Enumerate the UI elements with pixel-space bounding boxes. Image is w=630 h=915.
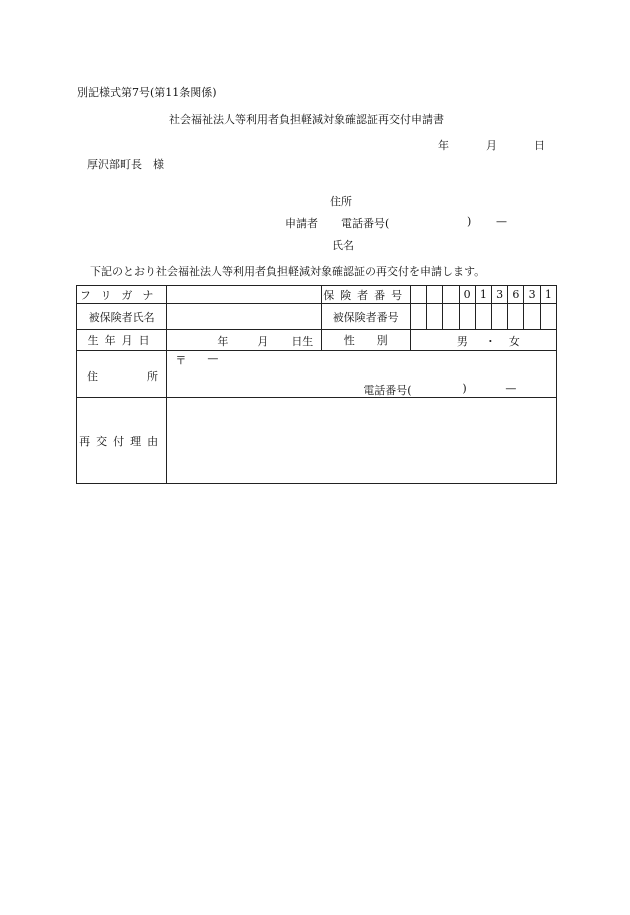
insurer-number-blank-cell	[427, 286, 443, 304]
insured-number-digit-field[interactable]	[459, 304, 475, 330]
insured-number-digit-field[interactable]	[475, 304, 491, 330]
insurer-number-blank-cell	[443, 286, 459, 304]
sex-female-option[interactable]: 女	[508, 335, 520, 348]
insured-number-label: 被保険者番号	[321, 304, 410, 330]
sex-separator: ・	[484, 335, 496, 348]
insurer-digit: 0	[459, 286, 475, 304]
sex-male-option[interactable]: 男	[456, 335, 468, 348]
address-phone-dash: —	[505, 382, 517, 395]
date-year-label: 年	[438, 139, 449, 152]
insured-name-label: 被保険者氏名	[77, 304, 167, 330]
date-day-label: 日	[534, 139, 545, 152]
form-number: 別記様式第7号(第11条関係)	[77, 86, 217, 99]
address-label-part: 所	[147, 370, 158, 383]
sex-label: 性 別	[321, 330, 410, 351]
address-label-part: 住	[87, 370, 98, 383]
document-title: 社会福祉法人等利用者負担軽減対象確認証再交付申請書	[169, 113, 444, 126]
insured-number-digit-field[interactable]	[508, 304, 524, 330]
date-month-label: 月	[486, 139, 497, 152]
application-form-table	[76, 285, 557, 484]
insured-number-digit-field[interactable]	[410, 304, 426, 330]
dob-year-label: 年	[217, 335, 229, 348]
insured-number-digit-field[interactable]	[427, 304, 443, 330]
insured-number-digit-field[interactable]	[540, 304, 556, 330]
postal-dash: —	[207, 352, 219, 365]
address-field[interactable]	[167, 351, 557, 398]
reissue-reason-label: 再交付理由	[77, 398, 167, 484]
applicant-address-label: 住所	[330, 195, 352, 208]
furigana-label: フリガナ	[77, 286, 167, 304]
applicant-phone-close: )	[467, 215, 472, 228]
insured-number-digit-field[interactable]	[443, 304, 459, 330]
dob-label: 生年月日	[77, 330, 167, 351]
applicant-phone-dash: —	[496, 215, 507, 228]
furigana-field[interactable]	[167, 286, 321, 304]
insurer-number-blank-cell	[410, 286, 426, 304]
insured-name-field[interactable]	[167, 304, 321, 330]
insurer-number-label: 保険者番号	[321, 286, 410, 304]
address-phone-close: )	[462, 382, 467, 395]
applicant-name-label: 氏名	[332, 239, 354, 252]
addressee: 厚沢部町長 様	[87, 158, 164, 171]
insured-number-digit-field[interactable]	[492, 304, 508, 330]
dob-field[interactable]	[167, 330, 321, 351]
address-phone-label: 電話番号(	[363, 384, 412, 397]
dob-month-label: 月	[257, 335, 269, 348]
reissue-reason-field[interactable]	[167, 398, 557, 484]
applicant-label: 申請者	[285, 217, 318, 230]
insurer-digit: 6	[508, 286, 524, 304]
dob-day-label: 日生	[291, 335, 314, 348]
address-label	[77, 351, 167, 398]
insurer-digit: 1	[540, 286, 556, 304]
sex-field[interactable]	[410, 330, 556, 351]
application-statement: 下記のとおり社会福祉法人等利用者負担軽減対象確認証の再交付を申請します。	[90, 265, 486, 278]
insurer-digit: 3	[492, 286, 508, 304]
insurer-digit: 3	[524, 286, 540, 304]
applicant-phone-label: 電話番号(	[341, 217, 390, 230]
postal-mark-icon: 〒	[175, 354, 187, 367]
insurer-digit: 1	[475, 286, 491, 304]
insured-number-digit-field[interactable]	[524, 304, 540, 330]
